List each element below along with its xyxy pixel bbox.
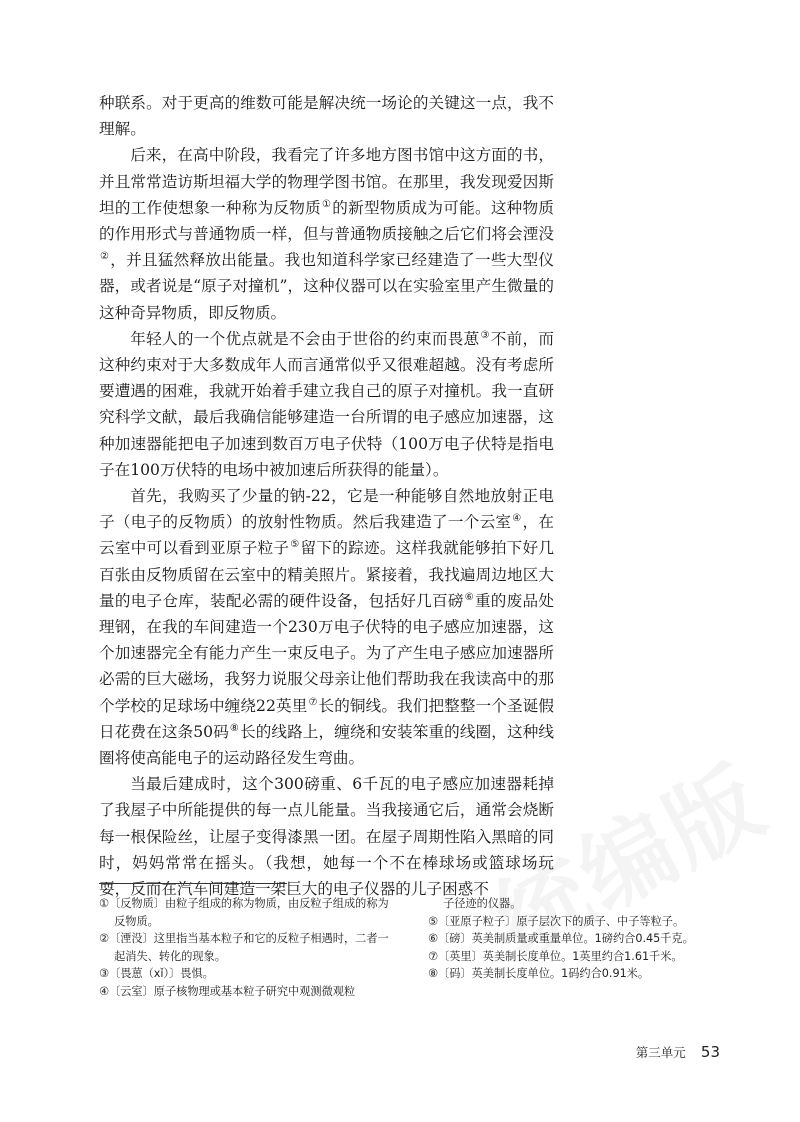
footnote-continuation: 子径迹的仪器。 (443, 897, 522, 910)
footnote-reference[interactable]: ③ (480, 329, 490, 341)
footnote-reference[interactable]: ⑧ (229, 722, 239, 734)
page-number: 53 (700, 1043, 720, 1061)
footnote-reference[interactable]: ② (100, 251, 110, 263)
footnote (99, 930, 399, 965)
paragraph-text: 留下的踪迹。这样我就能够拍下好几百张由反物质留在云室中的精美照片。紧接着，我找遍周边地区大量的电子仓库，装配必需的硬件设备，包括好几百磅 (99, 539, 554, 610)
paragraph-text: 重的废品处理钢，在我的车间建造一个230万电子伏特的电子感应加速器，这个加速器完全有能力产生一束反电子。为了产生电子感应加速器所必需的巨大磁场，我努力说服父母亲让他们帮助我在我读高中的那个学校的足球场中缠绕22英里 (99, 591, 554, 715)
footnote-mark: ④ (99, 984, 110, 998)
paragraph-text: ，并且猛然释放出能量。我也知道科学家已经建造了一些大型仪器，或者说是“原子对撞机”，这种仪器可以在实验室里产生微量的这种奇异物质，即反物质。 (99, 251, 554, 322)
page-footer (610, 1042, 720, 1061)
footnote-text: 〔畏葸（xǐ）〕畏惧。 (109, 967, 214, 981)
footnote-text: 〔云室〕原子核物理或基本粒子研究中观测微观粒 (109, 984, 356, 998)
paragraph-text: 首先，我购买了少量的钠-22，它是一种能够自然地放射正电子（电子的反物质）的放射性物质。然后我建造了一个云室 (99, 487, 554, 532)
footnote-divider (99, 883, 287, 884)
footnote-mark: ⑥ (428, 932, 439, 946)
paragraph (99, 142, 554, 325)
footnote-reference[interactable]: ⑥ (464, 591, 474, 603)
main-text (99, 90, 554, 902)
footnote-reference[interactable]: ④ (512, 513, 522, 525)
paragraph-text: 后来，在高中阶段，我看完了许多地方图书馆中这方面的书，并且常常造访斯坦福大学的物理学图书馆。在那里，我发现爱因斯坦的工作使想象一种称为反物质 (99, 146, 554, 217)
footnote-reference[interactable]: ⑦ (308, 696, 318, 708)
footnote (428, 930, 708, 948)
footnote-reference[interactable]: ① (322, 198, 332, 210)
footnote (99, 983, 399, 1001)
paragraph-text: 不前，而这种约束对于大多数成年人而言通常似乎又很难超越。没有考虑所要遭遇的困难，我就开始着手建立我自己的原子对撞机。我一直研究科学文献，最后我确信能够建造一台所谓的电子感应加速器，这种加速器能把电子加速到数百万电子伏特（100万电子伏特是指电子在100万伏特的电场中被加速后所获得的能量）。 (99, 329, 554, 479)
footnote (99, 965, 399, 983)
paragraph-text: 的新型物质成为可能。这种物质的作用形式与普通物质一样，但与普通物质接触之后它们将会湮没 (99, 198, 554, 244)
footnote-text: 〔码〕英美制长度单位。1码约合0.91米。 (438, 967, 650, 981)
footnote-text: 〔湮没〕这里指当基本粒子和它的反粒子相遇时，二者一起消失、转化的现象。 (109, 932, 389, 963)
unit-label: 第三单元 (635, 1045, 686, 1060)
paragraph-text: 年轻人的一个优点就是不会由于世俗的约束而畏葸 (130, 329, 480, 348)
paragraph-text: 种联系。对于更高的维数可能是解决统一场论的关键这一点，我不理解。 (99, 94, 554, 139)
paragraph-text: ，在云室中可以看到亚原子粒子 (99, 513, 554, 558)
footnote-mark: ② (99, 932, 110, 946)
footnote-text: 〔反物质〕由粒子组成的称为物质，由反粒子组成的称为反物质。 (109, 897, 389, 928)
footnote-mark: ⑤ (428, 914, 439, 928)
footnote (99, 895, 399, 930)
footnote-mark: ⑧ (428, 967, 439, 981)
paragraph (99, 90, 554, 142)
paragraph-text: 长的铜线。我们把整整一个圣诞假日花费在这条50码 (99, 696, 554, 741)
footnotes-left-column (99, 895, 399, 1001)
paragraph (99, 483, 554, 771)
footnote (428, 913, 708, 931)
footnote-mark: ③ (99, 967, 110, 981)
footnotes-right-column (428, 895, 708, 983)
paragraph (99, 326, 554, 483)
paragraph-text: 当最后建成时，这个300磅重、6千瓦的电子感应加速器耗掉了我屋子中所能提供的每一点儿能量。当我接通它后，通常会烧断每一根保险丝，让屋子变得漆黑一团。在屋子周期性陷入黑暗的同时，妈妈常常在摇头。（我想，她每一个不在棒球场或篮球场玩耍，反而在汽车间建造一架巨大的电子仪器的儿子困惑不 (99, 775, 554, 899)
footnote-text: 〔磅〕英美制质量或重量单位。1磅约合0.45千克。 (438, 932, 694, 946)
paragraph-text: 长的线路上，缠绕和安装笨重的线圈，这种线圈将使高能电子的运动路径发生弯曲。 (99, 722, 554, 768)
footnote-mark: ⑦ (428, 949, 439, 963)
footnote (428, 965, 708, 983)
footnote-reference[interactable]: ⑤ (290, 539, 300, 551)
footnote-text: 〔亚原子粒子〕原子层次下的质子、中子等粒子。 (438, 914, 685, 928)
footnote-text: 〔英里〕英美制长度单位。1英里约合1.61千米。 (438, 949, 683, 963)
footnote-mark: ① (99, 897, 110, 910)
footnote (428, 948, 708, 966)
